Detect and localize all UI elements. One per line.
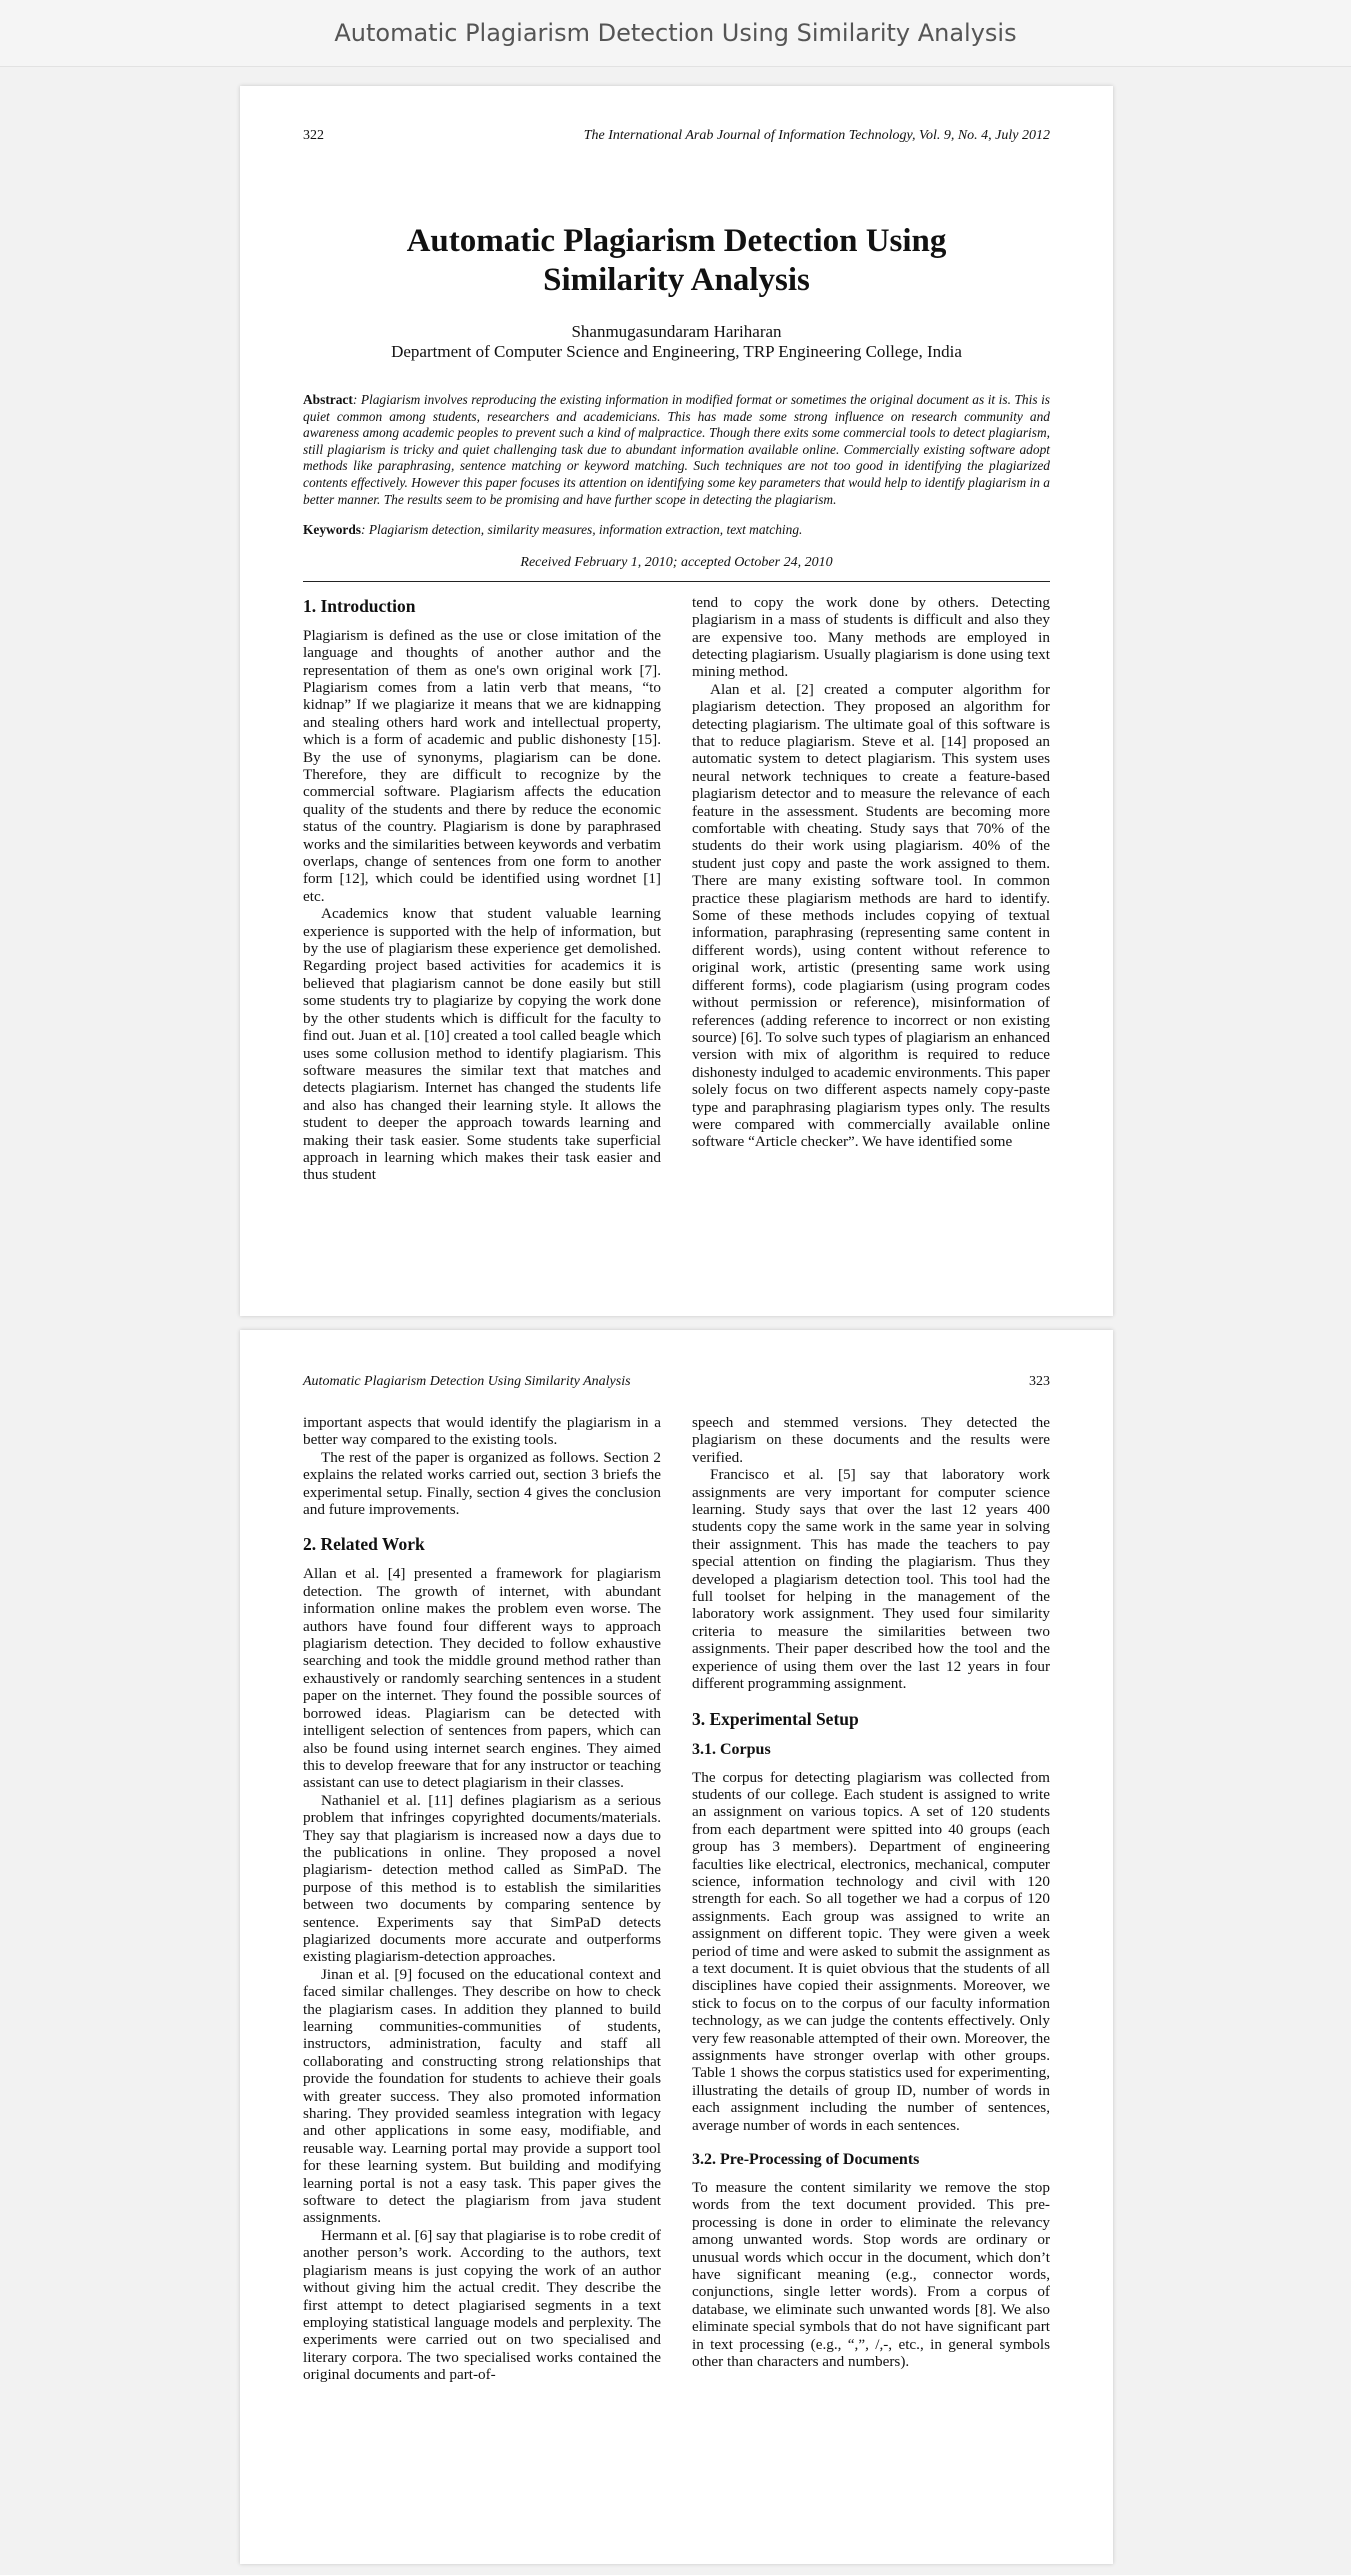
page-number: 322 — [303, 128, 324, 143]
page-number: 323 — [1029, 1374, 1050, 1389]
keywords — [303, 522, 1050, 539]
paragraph: Alan et al. [2] created a computer algorithm for plagiarism detection. They proposed an algorithm for detecting plagiarism. The ultimate goal of this software is that to reduce plagiarism. Steve et al. [14] proposed an automatic system to detect plagiarism. This system uses neural network techniques to create a feature-based plagiarism detector and to measure the relevance of each feature in the assessment. Students are becoming more comfortable with cheating. Study says that 70% of the students do their work using plagiarism. 40% of the student just copy and paste the work assigned to them. There are many existing software tool. In common practice these plagiarism methods are hard to identify. Some of these methods includes copying of textual information, paraphrasing (representing same content in different words), using content without reference to original work, artistic (presenting same work using different forms), code plagiarism (using program codes without permission or reference), misinformation of references (adding reference to incorrect or non existing source) [6]. To solve such types of plagiarism an enhanced version with mix of algorithm is required to reduce dishonesty indulged to academic environments. This paper solely focus on two different aspects namely copy-paste type and paraphrasing plagiarism types only. The results were compared with commercially available online software “Article checker”. We have identified some — [692, 680, 1050, 1151]
running-title: Automatic Plagiarism Detection Using Similarity Analysis — [303, 1374, 631, 1389]
body-columns — [303, 594, 1050, 1184]
paragraph: Francisco et al. [5] say that laboratory work assignments are very important for computer science learning. Study says that over the last 12 years 400 students copy the same work in the same year in solving their assignment. This has made the teachers to pay special attention on finding the plagiarism. Thus they developed a plagiarism detection tool. This tool had the full toolset for helping in the management of the laboratory work assignment. They used four similarity criteria to measure the similarities between two assignments. Their paper described how the tool and the experience of using them over the last 12 years in four different programming assignment. — [692, 1466, 1050, 1693]
body-columns — [303, 1414, 1050, 2384]
paper-title: Automatic Plagiarism Detection Using Similarity Analysis — [406, 223, 947, 298]
viewer-header — [0, 0, 1351, 67]
paragraph: The corpus for detecting plagiarism was collected from students of our college. Each student is assigned to write an assignment on various topics. A set of 120 students from each department were spitted into 40 groups (each group has 3 members). Department of engineering faculties like electrical, electronics, mechanical, computer science, information technology and civil with 120 strength for each. So all together we had a corpus of 120 assignments. Each group was assigned to write an assignment on different topic. They were given a week period of time and were asked to submit the assignment as a text document. It is quiet obvious that the students of all disciplines have copied their assignments. Moreover, we stick to focus on to the corpus of our faculty information technology, as we can judge the contents effectively. Only very few reasonable attempted of their own. Moreover, the assignments have stronger overlap with other groups. Table 1 shows the corpus statistics used for experimenting, illustrating the details of group ID, number of words in each assignment including the number of sentences, average number of words in each sentences. — [692, 1768, 1050, 2134]
abstract — [303, 392, 1050, 508]
paragraph: The rest of the paper is organized as follows. Section 2 explains the related works carried out, section 3 briefs the experimental setup. Finally, section 4 gives the conclusion and future improvements. — [303, 1448, 661, 1519]
paragraph: important aspects that would identify the plagiarism in a better way compared to the existing tools. — [303, 1414, 661, 1449]
section-heading: 1. Introduction — [303, 595, 416, 616]
abstract-label: Abstract — [303, 392, 353, 407]
section-heading: 2. Related Work — [303, 1534, 425, 1555]
running-head — [303, 128, 1050, 144]
running-head — [303, 1374, 1050, 1390]
paragraph: speech and stemmed versions. They detected the plagiarism on these documents and the results were verified. — [692, 1414, 1050, 1466]
paragraph: To measure the content similarity we remove the stop words from the text document provided. This pre-processing is done in order to eliminate the relevancy among unwanted words. Stop words are ordinary or unusual words which occur in the document, which don’t have significant meaning (e.g., connector words, conjunctions, single letter words). From a corpus of database, we eliminate such unwanted words [8]. We also eliminate special symbols that do not have significant part in text processing (e.g., “,”, /,-, etc., in general symbols other than characters and numbers). — [692, 2179, 1050, 2371]
journal-citation: The International Arab Journal of Information Technology, Vol. 9, No. 4, July 2012 — [583, 128, 1050, 143]
right-column — [692, 594, 1050, 1184]
subsection-heading: 3.2. Pre-Processing of Documents — [692, 2151, 920, 2169]
paragraph: Nathaniel et al. [11] defines plagiarism as a serious problem that infringes copyrighted documents/materials. They say that plagiarism is increased now a days due to the publications in online. They proposed a novel plagiarism- detection method called as SimPaD. The purpose of this method is to establish the similarities between two documents by comparing sentence by sentence. Experiments say that SimPaD detects plagiarized documents more accurate and outperforms existing plagiarism-detection approaches. — [303, 1791, 661, 1966]
page-323 — [240, 1330, 1113, 2564]
subsection-heading: 3.1. Corpus — [692, 1740, 771, 1758]
left-column — [303, 594, 661, 1184]
abstract-text: : Plagiarism involves reproducing the existing information in modified format or sometimes the original document as it is. This is quiet common among students, researchers and academicians. This has made some strong influence on research community and awareness among academic peoples to prevent such a kind of malpractice. Though there exits some commercial tools to detect plagiarism, still plagiarism is tricky and quiet challenging task due to abundant information available online. Commercially existing software adopt methods like paraphrasing, sentence matching or keyword matching. Such techniques are not too good in identifying the plagiarized contents effectively. However this paper focuses its attention on identifying some key parameters that would help to identify plagiarism in a better manner. The results seem to be promising and have further scope in detecting the plagiarism. — [303, 392, 1050, 507]
section-heading: 3. Experimental Setup — [692, 1708, 859, 1729]
paragraph: Allan et al. [4] presented a framework for plagiarism detection. The growth of internet, with abundant information online makes the problem even worse. The authors have found four different ways to approach plagiarism detection. They decided to follow exhaustive searching and took the middle ground method rather than exhaustively or randomly searching sentences in a student paper on the internet. They found the possible sources of borrowed ideas. Plagiarism can be detected with intelligent selection of sentences from papers, which can also be found using internet search engines. They aimed this to develop freeware that for any instructor or teaching assistant can use to detect plagiarism in their classes. — [303, 1565, 661, 1792]
left-column — [303, 1414, 661, 2384]
paragraph: Hermann et al. [6] say that plagiarise is to robe credit of another person’s work. According to the authors, text plagiarism means is just copying the work of an author without giving him the actual credit. They describe the first attempt to detect plagiarised segments in a text employing statistical language models and perplexity. The experiments were carried out on two specialised and literary corpora. The two specialised works contained the original documents and part-of- — [303, 2226, 661, 2384]
paragraph: Plagiarism is defined as the use or close imitation of the language and thoughts of another author and the representation of them as one's own original work [7]. Plagiarism comes from a latin verb that means, “to kidnap” If we plagiarize it means that we are kidnapping and stealing others hard work and intellectual property, which is a form of academic and public dishonesty [15]. By the use of synonyms, plagiarism can be done. Therefore, they are difficult to recognize by the commercial software. Plagiarism affects the education quality of the students and there by reduce the economic status of the country. Plagiarism is done by paraphrased works and the similarities between keywords and verbatim overlaps, change of sentences from one form to another form [12], which could be identified using wordnet [1] etc. — [303, 626, 661, 905]
paragraph: Jinan et al. [9] focused on the educational context and faced similar challenges. They describe on how to check the plagiarism cases. In addition they planned to build learning communities-communities of students, instructors, administration, faculty and staff all collaborating and constructing strong relationships that provide the foundation for students to achieve their goals with greater success. They also promoted information sharing. They provided seamless integration with legacy and other applications in some easy, modifiable, and reusable way. Learning portal may provide a support tool for these learning system. But building and modifying learning portal is not a easy task. This paper gives the software to detect the plagiarism from java student assignments. — [303, 1965, 661, 2227]
paragraph: tend to copy the work done by others. Detecting plagiarism in a mass of students is difficult and also they are expensive too. Many methods are employed in detecting plagiarism. Usually plagiarism is done using text mining method. — [692, 593, 1050, 681]
author-affiliation: Department of Computer Science and Engineering, TRP Engineering College, India — [391, 342, 962, 361]
keywords-text: : Plagiarism detection, similarity measures, information extraction, text matching. — [361, 522, 803, 538]
keywords-label: Keywords — [303, 522, 362, 538]
page-322 — [240, 86, 1113, 1316]
right-column — [692, 1414, 1050, 2384]
author-name: Shanmugasundaram Hariharan — [571, 322, 782, 341]
document-title: Automatic Plagiarism Detection Using Similarity Analysis — [334, 19, 1017, 47]
received-dates: Received February 1, 2010; accepted October 24, 2010 — [303, 555, 1050, 582]
paragraph: Academics know that student valuable learning experience is supported with the help of information, but by the use of plagiarism these experience get demolished. Regarding project based activities for academics it is believed that plagiarism cannot be done easily but still some students try to plagiarize by copying the work done by the other students which is difficult for the faculty to find out. Juan et al. [10] created a tool called beagle which uses some collusion method to identify plagiarism. This software measures the similar text that matches and detects plagiarism. Internet has changed the students life and also has changed their learning style. It allows the student to deeper the approach towards learning and making their task easier. Some students take superficial approach in learning which makes their task easier and thus student — [303, 905, 661, 1184]
